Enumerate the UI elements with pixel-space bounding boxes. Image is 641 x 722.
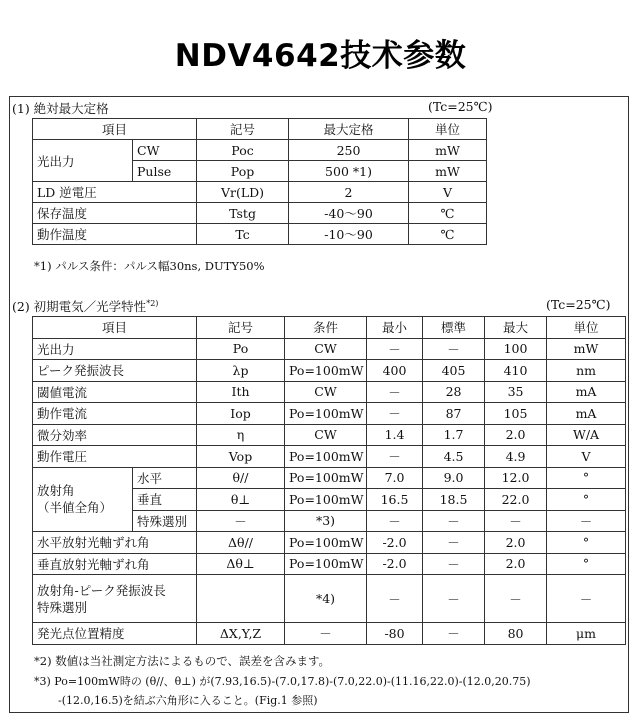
- typ-cell: －: [423, 532, 485, 554]
- row-label-beam-divergence: [33, 467, 133, 532]
- typ-cell: －: [423, 553, 485, 575]
- unit-cell: °: [547, 532, 626, 554]
- row-label: 光出力: [33, 338, 197, 360]
- table-row: [33, 140, 487, 161]
- sub-label: 特殊選別: [133, 510, 197, 532]
- typ-cell: －: [423, 338, 485, 360]
- unit-cell: mW: [547, 338, 626, 360]
- symbol-cell: Pop: [197, 161, 289, 182]
- header-max-rating: 最大定格: [289, 119, 409, 140]
- sub-label: 垂直: [133, 489, 197, 511]
- row-label: 微分効率: [33, 424, 197, 446]
- symbol-cell: η: [197, 424, 285, 446]
- condition-cell: －: [285, 623, 367, 645]
- symbol-cell: Tstg: [197, 203, 289, 224]
- unit-cell: －: [547, 510, 626, 532]
- max-cell: 80: [485, 623, 547, 645]
- unit-cell: ℃: [409, 224, 487, 245]
- table-row: [33, 553, 626, 575]
- value-cell: 2: [289, 182, 409, 203]
- section1-condition: (Tc=25℃): [428, 99, 493, 114]
- min-cell: －: [367, 446, 423, 468]
- header-condition: 条件: [285, 317, 367, 339]
- section2-condition: (Tc=25℃): [546, 297, 611, 312]
- header-typ: 標準: [423, 317, 485, 339]
- header-max: 最大: [485, 317, 547, 339]
- absolute-max-ratings-table: [32, 118, 487, 245]
- table-row: [33, 532, 626, 554]
- typ-cell: 9.0: [423, 467, 485, 489]
- row-label: 発光点位置精度: [33, 623, 197, 645]
- header-min: 最小: [367, 317, 423, 339]
- header-unit: 単位: [409, 119, 487, 140]
- condition-cell: Po=100mW: [285, 553, 367, 575]
- min-cell: -2.0: [367, 532, 423, 554]
- row-label: 保存温度: [33, 203, 197, 224]
- unit-cell: －: [547, 575, 626, 623]
- section1-heading: (1) 絶対最大定格: [12, 101, 109, 116]
- typ-cell: 4.5: [423, 446, 485, 468]
- condition-cell: CW: [285, 381, 367, 403]
- condition-cell: CW: [285, 338, 367, 360]
- min-cell: －: [367, 338, 423, 360]
- row-label: 閾値電流: [33, 381, 197, 403]
- symbol-cell: θ⊥: [197, 489, 285, 511]
- table-row: [33, 182, 487, 203]
- symbol-cell: Vr(LD): [197, 182, 289, 203]
- table-row: [33, 575, 626, 623]
- symbol-cell: [197, 575, 285, 623]
- min-cell: －: [367, 510, 423, 532]
- condition-cell: Po=100mW: [285, 446, 367, 468]
- typ-cell: 405: [423, 360, 485, 382]
- value-cell: -40～90: [289, 203, 409, 224]
- condition-cell: Po=100mW: [285, 532, 367, 554]
- max-cell: 35: [485, 381, 547, 403]
- row-label: 動作電圧: [33, 446, 197, 468]
- unit-cell: μm: [547, 623, 626, 645]
- unit-cell: mA: [547, 381, 626, 403]
- unit-cell: mA: [547, 403, 626, 425]
- symbol-cell: －: [197, 510, 285, 532]
- row-label-line1: 放射角-ピーク発振波長: [37, 582, 166, 598]
- symbol-cell: ΔX,Y,Z: [197, 623, 285, 645]
- row-label: 水平放射光軸ずれ角: [33, 532, 197, 554]
- table-row: [33, 224, 487, 245]
- row-label-line2: 特殊選別: [37, 599, 88, 615]
- min-cell: -2.0: [367, 553, 423, 575]
- header-item: 項目: [33, 119, 197, 140]
- value-cell: -10～90: [289, 224, 409, 245]
- value-cell: 250: [289, 140, 409, 161]
- max-cell: 2.0: [485, 424, 547, 446]
- header-symbol: 記号: [197, 119, 289, 140]
- footnote-3-line2: -(12.0,16.5)を結ぶ六角形に入ること。(Fig.1 参照): [58, 694, 318, 707]
- unit-cell: °: [547, 467, 626, 489]
- table-row: [33, 338, 626, 360]
- symbol-cell: Δθ//: [197, 532, 285, 554]
- max-cell: 2.0: [485, 553, 547, 575]
- row-label: 動作電流: [33, 403, 197, 425]
- beam-label-line2: （半値全角）: [37, 500, 113, 516]
- header-item: 項目: [33, 317, 197, 339]
- symbol-cell: Tc: [197, 224, 289, 245]
- typ-cell: 18.5: [423, 489, 485, 511]
- unit-cell: V: [409, 182, 487, 203]
- symbol-cell: Po: [197, 338, 285, 360]
- footnote-2: *2) 数値は当社測定方法によるもので、誤差を含みます。: [34, 654, 331, 668]
- table-row: [33, 446, 626, 468]
- symbol-cell: Iop: [197, 403, 285, 425]
- row-label: 動作温度: [33, 224, 197, 245]
- min-cell: 400: [367, 360, 423, 382]
- min-cell: －: [367, 403, 423, 425]
- typ-cell: 1.7: [423, 424, 485, 446]
- symbol-cell: Vop: [197, 446, 285, 468]
- table-header-row: [33, 119, 487, 140]
- max-cell: 2.0: [485, 532, 547, 554]
- unit-cell: nm: [547, 360, 626, 382]
- sub-label: CW: [133, 140, 197, 161]
- section2-heading-sup: *2): [146, 298, 159, 308]
- unit-cell: °: [547, 489, 626, 511]
- row-label-beam-wavelength-selection: [33, 575, 197, 623]
- section2-heading-text: (2) 初期電気／光学特性: [12, 299, 147, 314]
- row-label: ピーク発振波長: [33, 360, 197, 382]
- table-row: [33, 403, 626, 425]
- table-row: [33, 381, 626, 403]
- footnote-3-line1: *3) Po=100mW時の (θ//、θ⊥) が(7.93,16.5)-(7.0,17.8)-(7.0,22.0)-(11.16,22.0)-(12.0,20.75): [34, 675, 531, 688]
- condition-cell: Po=100mW: [285, 360, 367, 382]
- condition-cell: CW: [285, 424, 367, 446]
- symbol-cell: λp: [197, 360, 285, 382]
- typ-cell: 87: [423, 403, 485, 425]
- unit-cell: V: [547, 446, 626, 468]
- table-row: [33, 467, 626, 489]
- min-cell: 1.4: [367, 424, 423, 446]
- unit-cell: ℃: [409, 203, 487, 224]
- max-cell: 12.0: [485, 467, 547, 489]
- typ-cell: －: [423, 510, 485, 532]
- condition-cell: *3): [285, 510, 367, 532]
- min-cell: －: [367, 575, 423, 623]
- min-cell: 16.5: [367, 489, 423, 511]
- sub-label: 水平: [133, 467, 197, 489]
- max-cell: 105: [485, 403, 547, 425]
- min-cell: -80: [367, 623, 423, 645]
- symbol-cell: Δθ⊥: [197, 553, 285, 575]
- unit-cell: W/A: [547, 424, 626, 446]
- row-label: LD 逆電圧: [33, 182, 197, 203]
- table-row: [33, 424, 626, 446]
- footnote-1: *1) パルス条件：パルス幅30ns, DUTY50%: [34, 259, 265, 273]
- typ-cell: 28: [423, 381, 485, 403]
- min-cell: 7.0: [367, 467, 423, 489]
- max-cell: 410: [485, 360, 547, 382]
- min-cell: －: [367, 381, 423, 403]
- sub-label: Pulse: [133, 161, 197, 182]
- header-symbol: 記号: [197, 317, 285, 339]
- symbol-cell: θ//: [197, 467, 285, 489]
- electro-optical-characteristics-table: [32, 316, 626, 645]
- condition-cell: Po=100mW: [285, 403, 367, 425]
- table-row: [33, 360, 626, 382]
- max-cell: 22.0: [485, 489, 547, 511]
- unit-cell: mW: [409, 140, 487, 161]
- unit-cell: °: [547, 553, 626, 575]
- symbol-cell: Poc: [197, 140, 289, 161]
- header-unit: 単位: [547, 317, 626, 339]
- row-label-optical-output: 光出力: [33, 140, 133, 182]
- section2-heading: [12, 297, 158, 315]
- symbol-cell: Ith: [197, 381, 285, 403]
- max-cell: －: [485, 510, 547, 532]
- max-cell: －: [485, 575, 547, 623]
- beam-label-line1: 放射角: [37, 483, 75, 499]
- condition-cell: Po=100mW: [285, 467, 367, 489]
- table-header-row: [33, 317, 626, 339]
- typ-cell: －: [423, 575, 485, 623]
- max-cell: 100: [485, 338, 547, 360]
- row-label: 垂直放射光軸ずれ角: [33, 553, 197, 575]
- condition-cell: Po=100mW: [285, 489, 367, 511]
- unit-cell: mW: [409, 161, 487, 182]
- table-row: [33, 203, 487, 224]
- typ-cell: －: [423, 623, 485, 645]
- value-cell: 500 *1): [289, 161, 409, 182]
- max-cell: 4.9: [485, 446, 547, 468]
- table-row: [33, 623, 626, 645]
- condition-cell: *4): [285, 575, 367, 623]
- page-title: NDV4642技术参数: [174, 38, 467, 74]
